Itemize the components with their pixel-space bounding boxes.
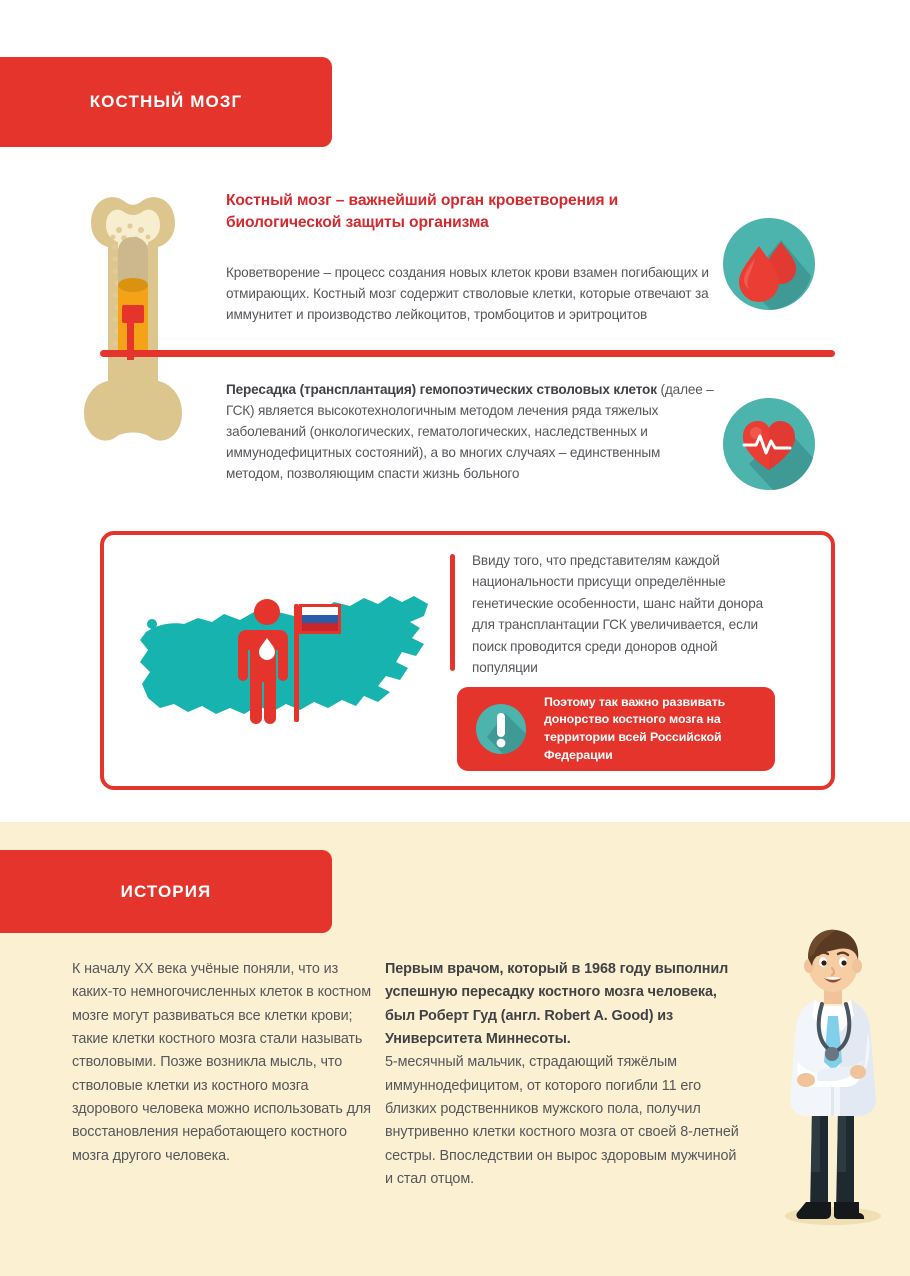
callout-text: Поэтому так важно развивать донорство костного мозга на территории всей Российской Федерации: [544, 694, 726, 762]
heart-pulse-icon: [723, 398, 815, 490]
history-left-column: К началу XX века учёные поняли, что из каких-то немногочисленных клеток в костном мозге могут развиваться все клетки крови; такие клетки костного мозга стали называть стволовыми. Позже возникла мысль, что стволовые клетки из костного мозга здорового человека можно использовать для восстановления неработающего костного мозга другого человека.: [72, 961, 371, 1164]
bone-marrow-paragraph: Кроветворение – процесс создания новых клеток крови взамен погибающих и отмирающих. Костный мозг содержит стволовые клетки, которые отвечают за иммунитет и производство лейкоцитов, тромбоцитов и эритроцитов: [226, 265, 709, 323]
quote-text: Ввиду того, что представителям каждой национальности присущи определённые генетические особенности, шанс найти донора для трансплантации ГСК увеличивается, если поиск проводится среди доноров одной популяции: [472, 553, 764, 676]
donorship-callout: [457, 687, 775, 771]
section-header-history: ИСТОРИЯ: [0, 850, 332, 933]
history-body-text: 5-месячный мальчик, страдающий тяжёлым иммуннодефицитом, от которого погибли 11 его близких родственников мужского пола, получил внутривенно клетки костного мозга от своей 8-летней сестры. Впоследствии он вырос здоровым мужчиной и стал отцом.: [385, 1054, 739, 1187]
blood-drop-icon: [723, 218, 815, 310]
section-header-bone-marrow: КОСТНЫЙ МОЗГ: [0, 57, 332, 147]
exclamation-mark-icon: [475, 703, 527, 755]
history-right-column: [385, 958, 745, 1191]
transplant-rest-text: (далее – ГСК) является высокотехнологичным методом лечения ряда тяжелых заболеваний (онкологических, гематологических, наследственных и иммунодефицитных состояний), а во многих случаях – единственным методом, позволяющим спасти жизнь больного: [226, 382, 714, 482]
bone-marrow-heading: Костный мозг – важнейший орган кроветворения и биологической защиты организма: [226, 192, 619, 232]
population-quote: [450, 550, 770, 679]
doctor-illustration: [768, 920, 898, 1230]
transplant-lead-bold: Пересадка (трансплантация) гемопоэтических стволовых клеток: [226, 382, 657, 397]
transplant-paragraph: [226, 379, 718, 484]
bone-cross-section-illustration: [58, 185, 208, 530]
quote-accent-bar: [450, 554, 455, 671]
russia-map-donor-illustration: [128, 576, 448, 771]
red-divider-rule: [100, 350, 835, 357]
history-lead-bold: Первым врачом, который в 1968 году выполнил успешную пересадку костного мозга человека, был Роберт Гуд (англ. Robert A. Good) из Университета Миннесоты.: [385, 961, 729, 1047]
